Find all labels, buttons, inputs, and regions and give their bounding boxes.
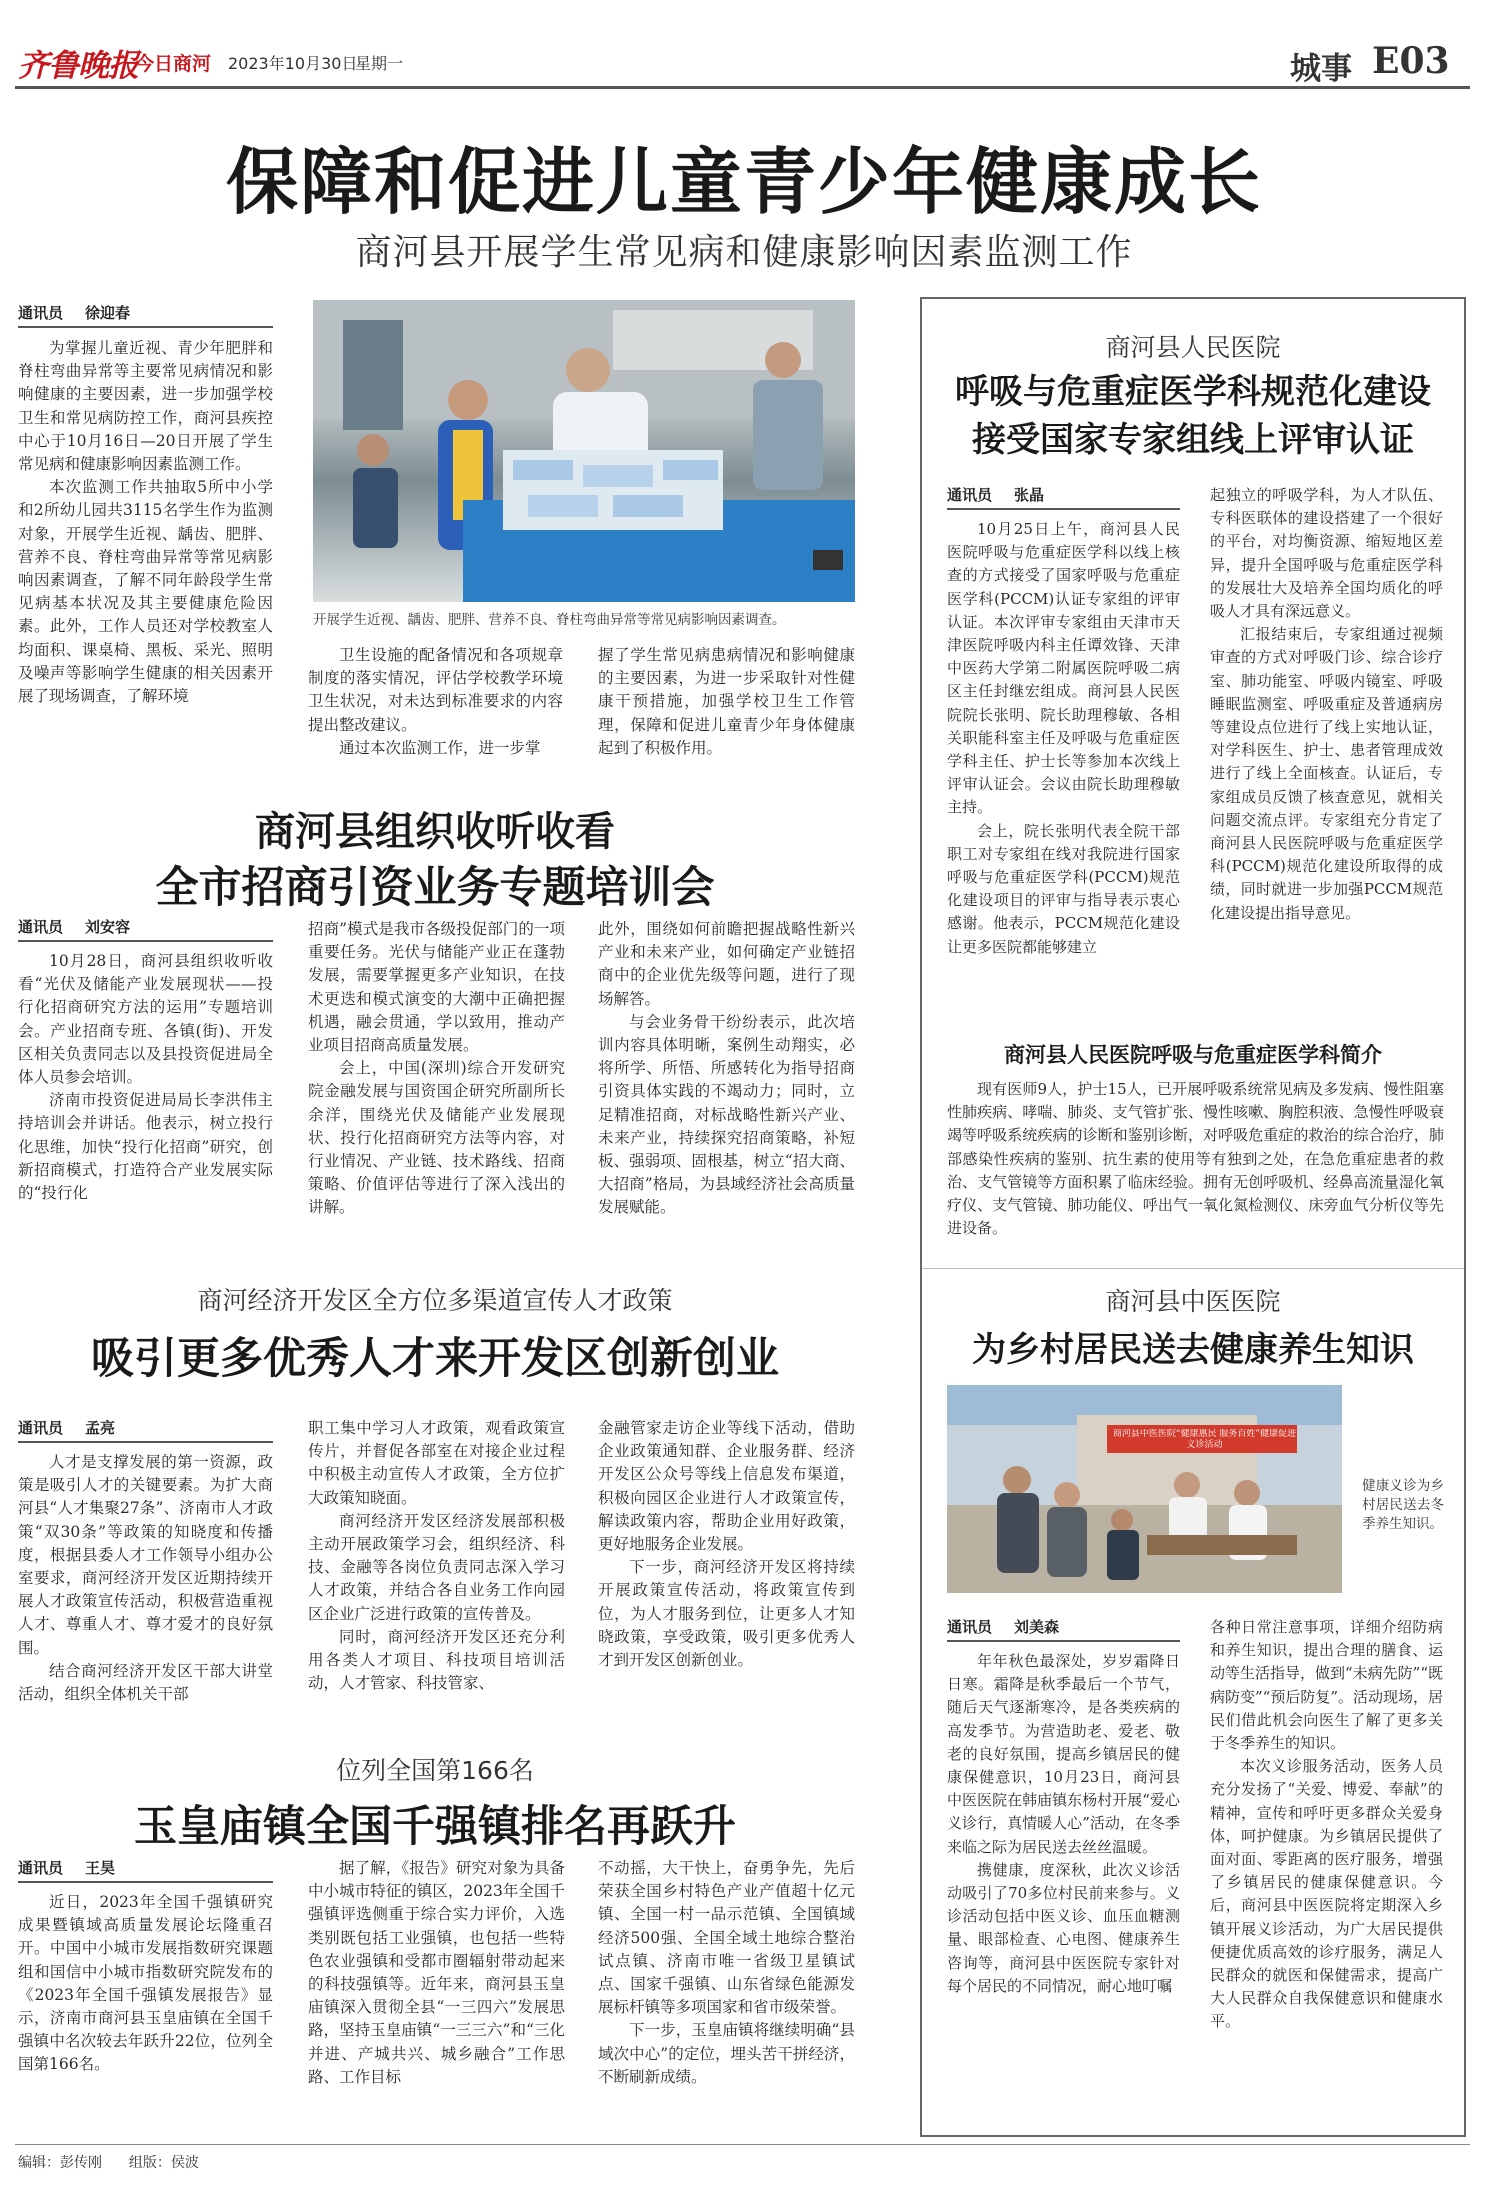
section-name: 城事 bbox=[1290, 51, 1352, 87]
byline-article6: 通讯员 刘美森 bbox=[947, 1618, 1060, 1636]
article6-col2: 各种日常注意事项，详细介绍防病和养生知识，提出合理的膳食、运动等生活指导，做到“未病先防”“既病防变”“预后防复”。活动现场，居民们借此机会向医生了解了更多关于冬季养生的知识。 本次义诊服务活动，医务人员充分发扬了“关爱、博爱、奉献”的精神，宣传和呼吁更多群众关爱身体，呵护健康。为乡镇居民提供了面对面、零距离的医疗服务，增强了乡镇居民的健康保健意识。今后，商河县中医医院将定期深入乡镇开展义诊活动，为广大居民提供便捷优质高效的诊疗服务，满足人民群众的就医和保健需求，提高广大人民群众自我保健意识和健康水平。 bbox=[1210, 1618, 1443, 2031]
photo-banner-text: 商河县中医医院“健康惠民 服务百姓”健康促进义诊活动 bbox=[1112, 1429, 1297, 1450]
byline-rule bbox=[947, 508, 1180, 510]
byline-rule bbox=[18, 1881, 273, 1883]
issue-weekday: 星期一 bbox=[355, 54, 404, 73]
subheadline-article1: 商河县开展学生常见病和健康影响因素监测工作 bbox=[355, 232, 1133, 273]
paper-logo: 齐鲁晚报 bbox=[18, 48, 138, 84]
kicker-article6: 商河县中医医院 bbox=[1105, 1287, 1281, 1316]
article4-col3: 不动摇，大干快上，奋勇争先，先后荣获全国乡村特色产业产值超十亿元镇、全国一村一品示范镇、全国镇域经济500强、全国全域土地综合整治试点镇、济南市唯一省级卫星镇试点、国家千强镇、山东省绿色能源发展标杆镇等多项国家和省市级荣誉。 下一步，玉皇庙镇将继续明确“县域次中心”的定位，埋头苦干拼经济，不断刷新成绩。 bbox=[598, 1859, 855, 2086]
photo-student-exam-scene bbox=[313, 300, 855, 602]
article6-col1: 年年秋色最深处，岁岁霜降日日寒。霜降是秋季最后一个节气，随后天气逐渐寒冷，是各类疾病的高发季节。为营造助老、爱老、敬老的良好氛围，提高乡镇居民的健康保健意识，10月23日，商河县中医医院在韩庙镇东杨村开展“爱心义诊行，真情暖人心”活动，在冬季来临之际为居民送去丝丝温暖。 携健康，度深秋，此次义诊活动吸引了70多位村民前来参与。义诊活动包括中医义诊、血压血糖测量、眼部检查、心电图、健康养生咨询等，商河县中医医院专家针对每个居民的不同情况，耐心地叮嘱 bbox=[947, 1652, 1180, 1995]
headline-article6: 为乡村居民送去健康养生知识 bbox=[972, 1330, 1414, 1370]
box-divider bbox=[922, 1268, 1464, 1269]
byline-article1: 通讯员 徐迎春 bbox=[18, 304, 131, 322]
footer-rule bbox=[15, 2144, 1470, 2145]
photo-health-clinic-scene bbox=[947, 1385, 1342, 1593]
article1-col1: 为掌握儿童近视、青少年肥胖和脊柱弯曲异常等主要常见病情况和影响健康的主要因素，进一步加强学校卫生和常见病防控工作，商河县疾控中心于10月16日—20日开展了学生常见病和健康影响因素监测工作。 本次监测工作共抽取5所中小学和2所幼儿园共3115名学生作为监测对象，开展学生近视、龋齿、肥胖、营养不良、脊柱弯曲异常等常见病影响因素调查，了解不同年龄段学生常见病基本状况及其主要健康危险因素。此外，工作人员还对学校教室人均面积、课桌椅、黑板、采光、照明及噪声等影响学生健康的相关因素开展了现场调查，了解环境 bbox=[18, 339, 273, 706]
byline-article5: 通讯员 张晶 bbox=[947, 486, 1045, 504]
photo-caption-article1: 开展学生近视、龋齿、肥胖、营养不良、脊柱弯曲异常等常见病影响因素调查。 bbox=[313, 612, 786, 628]
photo-caption-article6: 健康义诊为乡村居民送去冬季养生知识。 bbox=[1362, 1478, 1444, 1532]
masthead-rule bbox=[15, 86, 1470, 89]
kicker-article3: 商河经济开发区全方位多渠道宣传人才政策 bbox=[197, 1286, 673, 1315]
photo-health-clinic bbox=[947, 1385, 1342, 1593]
headline-article4: 玉皇庙镇全国千强镇排名再跃升 bbox=[134, 1802, 736, 1852]
article1-col3: 握了学生常见病患病情况和影响健康的主要因素，为进一步采取针对性健康干预措施，加强学校卫生工作管理，保障和促进儿童青少年身体健康起到了积极作用。 bbox=[598, 646, 855, 757]
footer-credits: 编辑：彭传刚 组版：侯波 bbox=[18, 2155, 199, 2171]
photo-student-exam bbox=[313, 300, 855, 602]
article3-col1: 人才是支撑发展的第一资源，政策是吸引人才的关键要素。为扩大商河县“人才集聚27条”、济南市人才政策“双30条”等政策的知晓度和传播度，根据县委人才工作领导小组办公室要求，商河经济开发区近期持续开展人才政策宣传活动，积极营造重视人才、尊重人才、尊才爱才的良好氛围。 结合商河经济开发区干部大讲堂活动，组织全体机关干部 bbox=[18, 1453, 273, 1704]
intro-text-article5: 现有医师9人，护士15人，已开展呼吸系统常见病及多发病、慢性阻塞性肺疾病、哮喘、肺炎、支气管扩张、慢性咳嗽、胸腔积液、急慢性呼吸衰竭等呼吸系统疾病的诊断和鉴别诊断，对呼吸危重症的救治的综合治疗，肺部感染性疾病的鉴别、抗生素的使用等有独到之处，在急危重症患者的救治、支气管镜等方面积累了临床经验。拥有无创呼吸机、经鼻高流量湿化氧疗仪、支气管镜、肺功能仪、呼出气一氧化氮检测仪、床旁血气分析仪等先进设备。 bbox=[947, 1080, 1444, 1238]
kicker-article5: 商河县人民医院 bbox=[1105, 333, 1281, 362]
page-number: E03 bbox=[1372, 40, 1450, 82]
headline-article5-line1: 呼吸与危重症医学科规范化建设 bbox=[955, 372, 1431, 412]
byline-article4: 通讯员 王昊 bbox=[18, 1859, 116, 1877]
issue-date: 2023年10月30日 bbox=[228, 54, 358, 73]
article2-col1: 10月28日，商河县组织收听收看“光伏及储能产业发展现状——投行化招商研究方法的运用”专题培训会。产业招商专班、各镇(街)、开发区相关负责同志以及县投资促进局全体人员参会培训。 济南市投资促进局局长李洪伟主持培训会并讲话。他表示，树立投行化思维，加快“投行化招商”研究，创新招商模式，打造符合产业发展实际的“投行化 bbox=[18, 952, 273, 1203]
byline-article3: 通讯员 孟亮 bbox=[18, 1419, 116, 1437]
article4-col1: 近日，2023年全国千强镇研究成果暨镇域高质量发展论坛隆重召开。中国中小城市发展指数研究课题组和国信中小城市指数研究院发布的《2023年全国千强镇发展报告》显示，济南市商河县玉皇庙镇在全国千强镇中名次较去年跃升22位，位列全国第166名。 bbox=[18, 1893, 273, 2074]
article2-col3: 此外，围绕如何前瞻把握战略性新兴产业和未来产业，如何确定产业链招商中的企业优先级等问题，进行了现场解答。 与会业务骨干纷纷表示，此次培训内容具体明晰，案例生动翔实，必将所学、所悟、所感转化为指导招商引资具体实践的不竭动力；同时，立足精准招商，对标战略性新兴产业、未来产业，持续探究招商策略，补短板、强弱项、固根基，树立“招大商、大招商”格局，为县域经济社会高质量发展赋能。 bbox=[598, 920, 855, 1217]
byline-article2: 通讯员 刘安容 bbox=[18, 918, 131, 936]
byline-rule bbox=[18, 1441, 273, 1443]
article5-col1: 10月25日上午，商河县人民医院呼吸与危重症医学科以线上核查的方式接受了国家呼吸与危重症医学科(PCCM)认证专家组的评审认证。本次评审专家组由天津市天津医院呼吸内科主任谭效锋、天津中医药大学第二附属医院呼吸二病区主任封继宏组成。商河县人民医院院长张明、院长助理穆敏、各相关职能科室主任及呼吸与危重症医学科主任、护士长等参加本次线上评审认证会。会议由院长助理穆敏主持。 会上，院长张明代表全院干部职工对专家组在线对我院进行国家呼吸与危重症医学科(PCCM)规范化建设项目的评审与指导表示衷心感谢。他表示，PCCM规范化建设让更多医院都能够建立 bbox=[947, 520, 1180, 956]
headline-article2-line1: 商河县组织收听收看 bbox=[255, 808, 615, 855]
headline-article3: 吸引更多优秀人才来开发区创新创业 bbox=[91, 1334, 779, 1384]
article2-col2: 招商”模式是我市各级投促部门的一项重要任务。光伏与储能产业正在蓬勃发展，需要掌握更多产业知识，在技术更迭和模式演变的大潮中正确把握机遇，融会贯通，学以致用，推动产业项目招商高质量发展。 会上，中国(深圳)综合开发研究院金融发展与国资国企研究所副所长余洋，围绕光伏及储能产业发展现状、投行化招商研究方法等内容，对行业情况、产业链、技术路线、招商策略、价值评估等进行了深入浅出的讲解。 bbox=[308, 920, 565, 1217]
byline-rule bbox=[18, 326, 273, 328]
masthead bbox=[0, 0, 1488, 95]
byline-rule bbox=[18, 940, 273, 942]
article3-col3: 金融管家走访企业等线下活动，借助企业政策通知群、企业服务群、经济开发区公众号等线上信息发布渠道，积极向园区企业进行人才政策宣传，解读政策内容，帮助企业用好政策，更好地服务企业发展。 下一步，商河经济开发区将持续开展政策宣传活动，将政策宣传到位，为人才服务到位，让更多人才知晓政策，享受政策，吸引更多优秀人才到开发区创新创业。 bbox=[598, 1419, 855, 1670]
headline-article2-line2: 全市招商引资业务专题培训会 bbox=[155, 863, 715, 913]
intro-title-article5: 商河县人民医院呼吸与危重症医学科简介 bbox=[1004, 1042, 1382, 1067]
article4-col2: 据了解，《报告》研究对象为具备中小城市特征的镇区，2023年全国千强镇评选侧重于综合实力评价，入选类别既包括工业强镇，也包括一些特色农业强镇和受都市圈辐射带动起来的科技强镇等。近年来，商河县玉皇庙镇深入贯彻全县“一三四六”发展思路，坚持玉皇庙镇“一三三六”和“三化并进、产城共兴、城乡融合”工作思路、工作目标 bbox=[308, 1859, 565, 2086]
kicker-article4: 位列全国第166名 bbox=[336, 1756, 534, 1785]
article1-col2: 卫生设施的配备情况和各项规章制度的落实情况，评估学校教学环境卫生状况，对未达到标准要求的内容提出整改建议。 通过本次监测工作，进一步掌 bbox=[308, 646, 563, 757]
headline-article1: 保障和促进儿童青少年健康成长 bbox=[225, 139, 1262, 224]
article3-col2: 职工集中学习人才政策，观看政策宣传片，并督促各部室在对接企业过程中积极主动宣传人才政策，全方位扩大政策知晓面。 商河经济开发区经济发展部积极主动开展政策学习会，组织经济、科技、金融等各岗位负责同志深入学习人才政策，并结合各自业务工作向园区企业广泛进行政策的宣传普及。 同时，商河经济开发区还充分利用各类人才项目、科技项目培训活动，人才管家、科技管家、 bbox=[308, 1419, 565, 1693]
article5-col2: 起独立的呼吸学科，为人才队伍、专科医联体的建设搭建了一个很好的平台，对均衡资源、缩短地区差异，提升全国呼吸与危重症医学科的发展壮大及培养全国均质化的呼吸人才具有深远意义。 汇报结束后，专家组通过视频审查的方式对呼吸门诊、综合诊疗室、肺功能室、呼吸内镜室、呼吸睡眠监测室、呼吸重症及普通病房等建设点位进行了线上实地认证，对学科医生、护士、患者管理成效进行了线上全面核查。认证后，专家组成员反馈了核查意见，就相关问题交流点评。专家组充分肯定了商河县人民医院呼吸与危重症医学科(PCCM)规范化建设所取得的成绩，同时就进一步加强PCCM规范化建设提出指导意见。 bbox=[1210, 486, 1443, 922]
headline-article5-line2: 接受国家专家组线上评审认证 bbox=[972, 420, 1414, 460]
byline-rule bbox=[947, 1640, 1180, 1642]
edition-label: 今日商河 bbox=[135, 53, 212, 75]
